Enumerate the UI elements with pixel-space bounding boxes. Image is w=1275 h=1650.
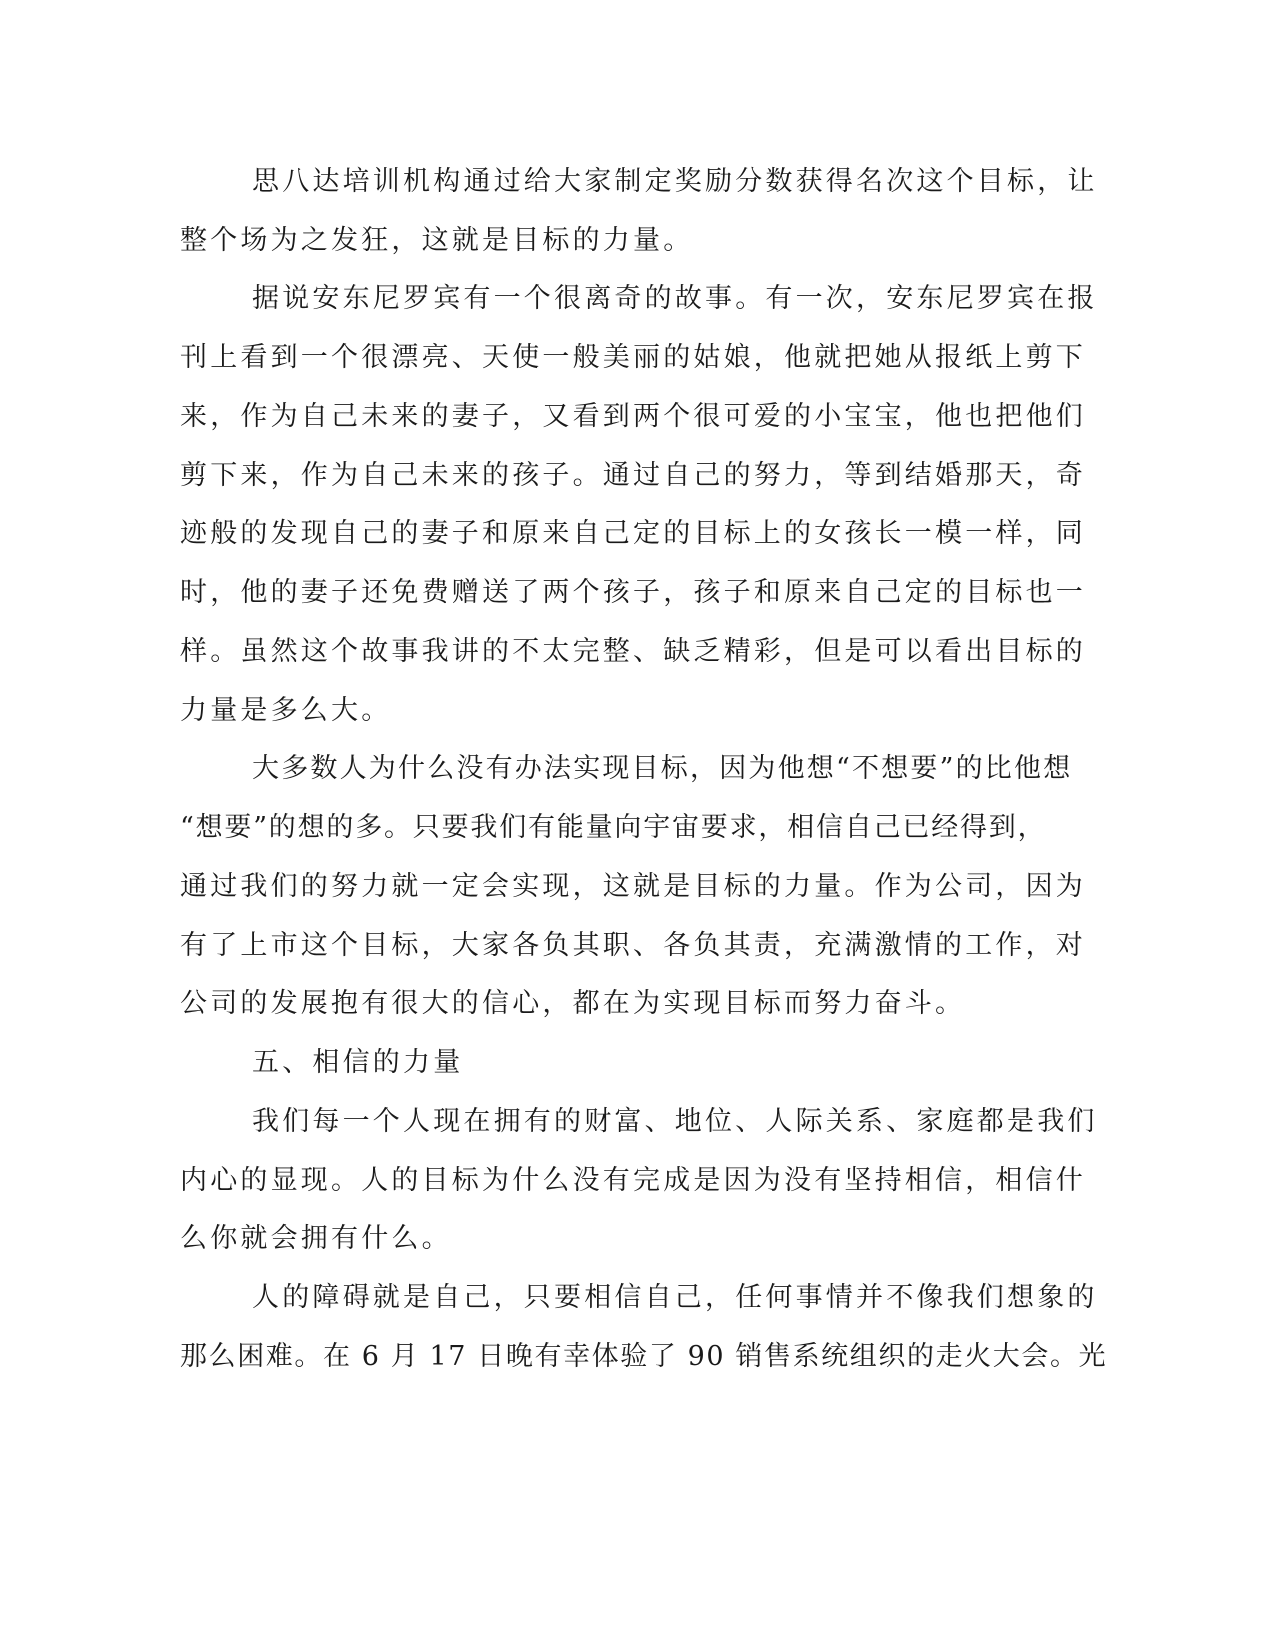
text-line: 迹般的发现自己的妻子和原来自己定的目标上的女孩长一模一样，同: [180, 518, 1086, 549]
text-line: 内心的显现。人的目标为什么没有完成是因为没有坚持相信，相信什: [180, 1165, 1086, 1196]
text-line: 思八达培训机构通过给大家制定奖励分数获得名次这个目标，让: [252, 166, 1098, 197]
text-line: 公司的发展抱有很大的信心，都在为实现目标而努力奋斗。: [180, 988, 966, 1019]
text-line: 我们每一个人现在拥有的财富、地位、人际关系、家庭都是我们: [252, 1106, 1098, 1137]
text-line: 样。虽然这个故事我讲的不太完整、缺乏精彩，但是可以看出目标的: [180, 636, 1086, 667]
section-heading: 五、相信的力量: [252, 1047, 464, 1078]
text-line: 大多数人为什么没有办法实现目标，因为他想“不想要”的比他想: [252, 753, 1073, 784]
text-line: 力量是多么大。: [180, 695, 392, 726]
text-line: 人的障碍就是自己，只要相信自己，任何事情并不像我们想象的: [252, 1282, 1098, 1313]
text-line: 时，他的妻子还免费赠送了两个孩子，孩子和原来自己定的目标也一: [180, 577, 1086, 608]
text-line: 整个场为之发狂，这就是目标的力量。: [180, 225, 694, 256]
text-line: 通过我们的努力就一定会实现，这就是目标的力量。作为公司，因为: [180, 871, 1086, 902]
text-line: 刊上看到一个很漂亮、天使一般美丽的姑娘，他就把她从报纸上剪下: [180, 342, 1086, 373]
text-line: 有了上市这个目标，大家各负其职、各负其责，充满激情的工作，对: [180, 930, 1086, 961]
text-line: 那么困难。在 6 月 17 日晚有幸体验了 90 销售系统组织的走火大会。光: [180, 1341, 1108, 1372]
text-line: 剪下来，作为自己未来的孩子。通过自己的努力，等到结婚那天，奇: [180, 460, 1086, 491]
text-line: 据说安东尼罗宾有一个很离奇的故事。有一次，安东尼罗宾在报: [252, 283, 1098, 314]
text-line: 么你就会拥有什么。: [180, 1223, 452, 1254]
text-line: “想要”的想的多。只要我们有能量向宇宙要求，相信自己已经得到，: [180, 812, 1047, 843]
text-line: 来，作为自己未来的妻子，又看到两个很可爱的小宝宝，他也把他们: [180, 401, 1086, 432]
